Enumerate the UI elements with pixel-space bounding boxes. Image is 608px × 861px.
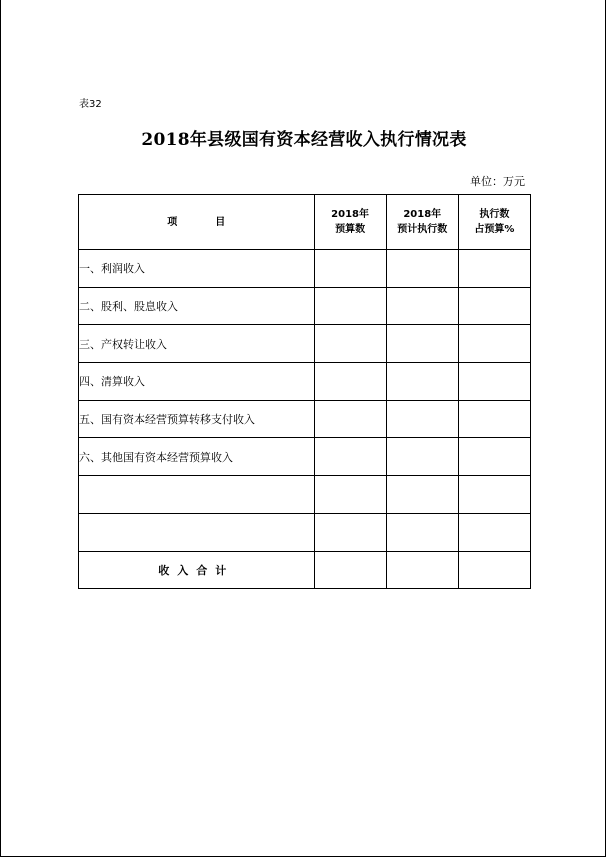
row-label [79,476,315,514]
row-forecast [386,363,458,401]
table-number: 表32 [79,99,102,110]
header-budget [314,195,386,250]
row-pct [458,325,530,363]
document-title: 2018年县级国有资本经营收入执行情况表 [141,130,467,150]
row-forecast [386,400,458,438]
row-label: 一、利润收入 [79,250,315,288]
header-budget-line1: 2018年 [331,209,370,220]
row-pct [458,287,530,325]
header-pct [458,195,530,250]
table-row [79,513,531,551]
row-pct [458,400,530,438]
row-budget [314,363,386,401]
row-label: 五、国有资本经营预算转移支付收入 [79,400,315,438]
table-row [79,363,531,401]
total-pct [458,551,530,589]
row-budget [314,400,386,438]
row-pct [458,476,530,514]
header-item-part2: 目 [215,216,226,228]
row-label: 二、股利、股息收入 [79,287,315,325]
table-row [79,250,531,288]
table-row [79,325,531,363]
row-label: 三、产权转让收入 [79,325,315,363]
row-budget [314,476,386,514]
row-label [79,513,315,551]
row-forecast [386,476,458,514]
unit-label: 单位：万元 [470,175,525,188]
row-forecast [386,287,458,325]
row-forecast [386,438,458,476]
row-budget [314,513,386,551]
row-label: 六、其他国有资本经营预算收入 [79,438,315,476]
header-forecast-line2: 预计执行数 [397,224,448,235]
row-pct [458,438,530,476]
table-row [79,438,531,476]
row-pct [458,363,530,401]
header-pct-line2: 占预算% [474,224,515,235]
table-row [79,476,531,514]
row-pct [458,250,530,288]
total-row [79,551,531,589]
row-forecast [386,325,458,363]
total-label: 收入合计 [79,551,315,589]
total-budget [314,551,386,589]
header-forecast-line1: 2018年 [403,209,442,220]
row-forecast [386,250,458,288]
header-item [79,195,315,250]
row-budget [314,287,386,325]
row-pct [458,513,530,551]
header-budget-line2: 预算数 [335,224,366,235]
total-forecast [386,551,458,589]
row-forecast [386,513,458,551]
row-budget [314,438,386,476]
row-label: 四、清算收入 [79,363,315,401]
header-forecast [386,195,458,250]
income-execution-table [78,194,531,589]
header-item-part1: 项 [167,216,178,228]
table-header-row [79,195,531,250]
row-budget [314,325,386,363]
table-row [79,287,531,325]
row-budget [314,250,386,288]
header-pct-line1: 执行数 [479,209,510,220]
table-row [79,400,531,438]
